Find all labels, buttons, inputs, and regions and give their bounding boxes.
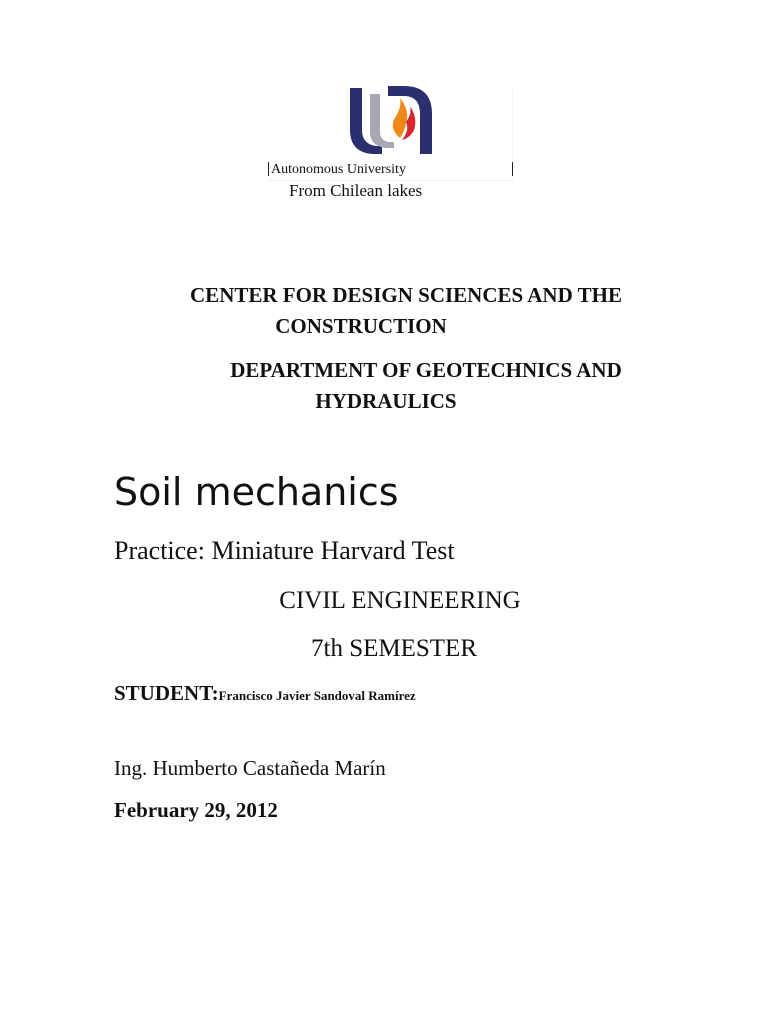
logo-caption-tick-left — [268, 162, 269, 176]
center-heading — [100, 280, 712, 342]
university-name-line2: From Chilean lakes — [289, 181, 423, 200]
center-heading-line2: CONSTRUCTION — [275, 314, 447, 338]
document-date: February 29, 2012 — [114, 798, 278, 822]
practice-title: Practice: Miniature Harvard Test — [114, 536, 455, 565]
student-line — [114, 681, 416, 706]
course-title: Soil mechanics — [114, 470, 399, 514]
department-heading-line1: DEPARTMENT OF GEOTECHNICS AND — [230, 358, 622, 382]
student-label: STUDENT: — [114, 681, 219, 705]
university-logo — [348, 84, 438, 158]
university-logo-icon — [348, 84, 438, 158]
university-name-line1: Autonomous University — [271, 162, 406, 177]
program-name: CIVIL ENGINEERING — [279, 587, 521, 614]
department-heading-line2: HYDRAULICS — [315, 389, 457, 413]
logo-gray-shape — [370, 94, 394, 148]
department-heading — [100, 355, 712, 417]
center-heading-line1: CENTER FOR DESIGN SCIENCES AND THE — [190, 283, 622, 307]
student-name: Francisco Javier Sandoval Ramírez — [218, 688, 416, 703]
logo-caption-tick-right — [512, 162, 513, 176]
logo-flame-orange — [393, 98, 407, 138]
teacher-name: Ing. Humberto Castañeda Marín — [114, 756, 386, 780]
semester-label: 7th SEMESTER — [311, 635, 477, 662]
